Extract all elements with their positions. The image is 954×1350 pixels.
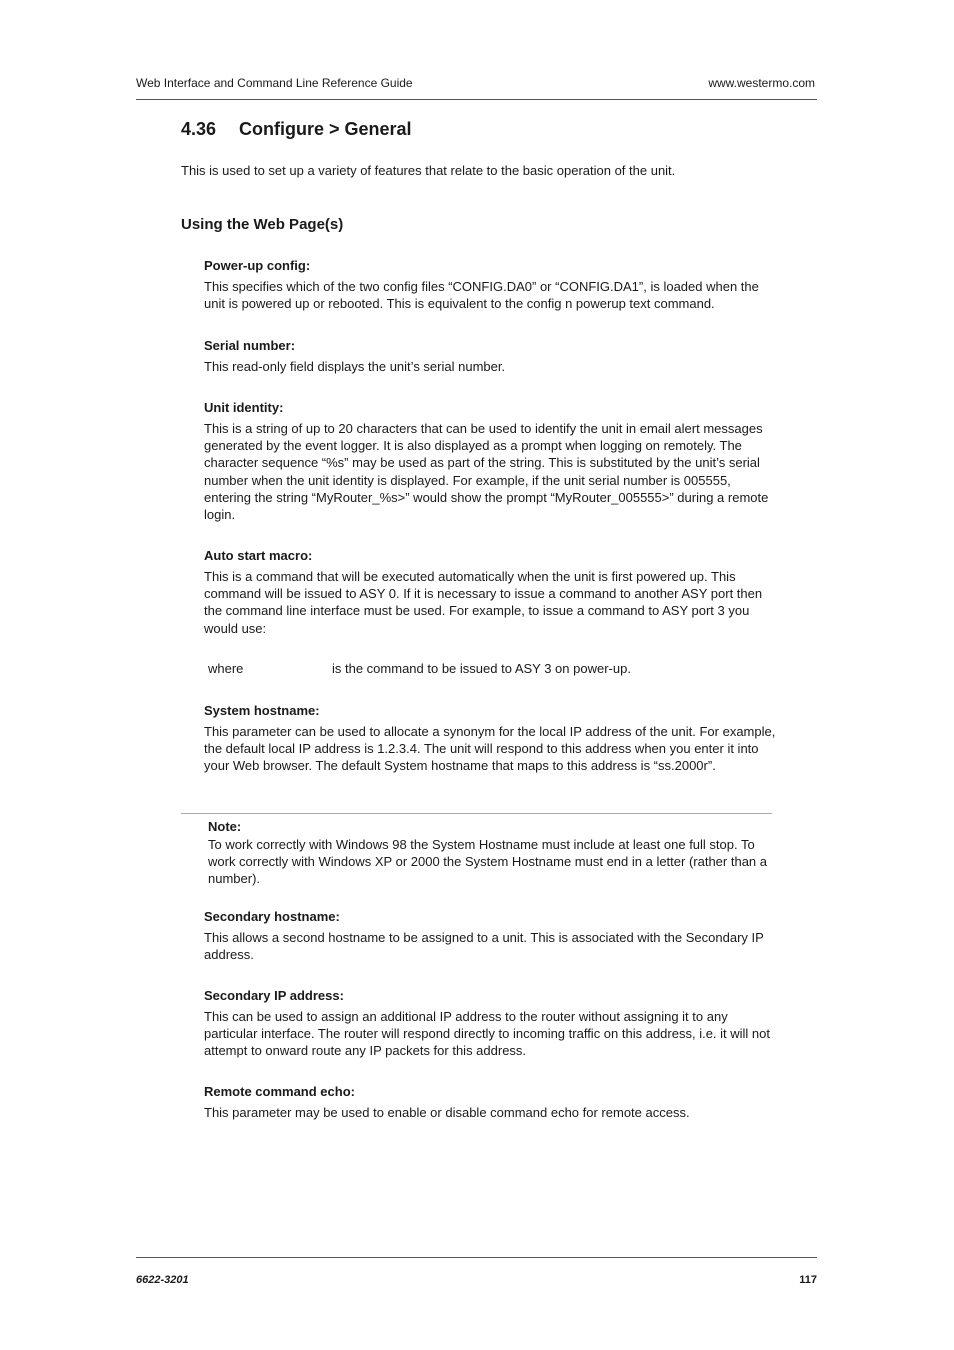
item-text: This specifies which of the two config files “CONFIG.DA0” or “CONFIG.DA1”, is loaded when the unit is powered up or rebooted. This is equivalent to the config n powerup text command. xyxy=(204,279,759,312)
item-heading: Secondary IP address: xyxy=(204,988,344,1003)
section-title-text: Configure > General xyxy=(239,119,412,139)
item-unit-identity xyxy=(204,400,776,523)
item-heading: Unit identity: xyxy=(204,400,284,415)
note-box xyxy=(208,819,774,888)
item-text: This can be used to assign an additional IP address to the router without assigning it to any particular interface. The router will respond directly to incoming traffic on this address, i.e. it will not attempt to onward route any IP packets for this address. xyxy=(204,1009,770,1059)
item-heading: Auto start macro: xyxy=(204,548,313,563)
item-heading: Remote command echo: xyxy=(204,1084,355,1099)
item-text: This is a command that will be executed automatically when the unit is first powered up. This command will be issued to ASY 0. If it is necessary to issue a command to another ASY port then the command line interface must be used. For example, to issue a command to ASY port 3 you would use: xyxy=(204,569,763,636)
note-divider xyxy=(181,813,772,814)
note-heading: Note: xyxy=(208,819,242,834)
item-secondary-ip-address xyxy=(204,988,776,1060)
document-number: 6622-3201 xyxy=(136,1274,189,1286)
item-heading: System hostname: xyxy=(204,703,320,718)
item-heading: Power-up config: xyxy=(204,258,311,273)
subheading: Using the Web Page(s) xyxy=(181,216,344,233)
item-text: This parameter can be used to allocate a synonym for the local IP address of the unit. For example, the default local IP address is 1.2.3.4. The unit will respond to this address when you enter it into your Web browser. The default System hostname that maps to this address is “ss.2000r”. xyxy=(204,724,776,774)
where-label: where xyxy=(208,661,244,676)
item-heading: Secondary hostname: xyxy=(204,909,340,924)
item-auto-start-macro xyxy=(204,548,776,637)
section-number: 4.36 xyxy=(181,119,217,139)
header-divider xyxy=(136,99,817,100)
footer-divider xyxy=(136,1257,817,1258)
page-number: 117 xyxy=(799,1274,817,1286)
item-heading: Serial number: xyxy=(204,338,296,353)
where-text: is the command to be issued to ASY 3 on power-up. xyxy=(332,661,631,676)
page-header-left: Web Interface and Command Line Reference Guide xyxy=(136,76,413,90)
item-text: This parameter may be used to enable or disable command echo for remote access. xyxy=(204,1105,690,1120)
section-intro: This is used to set up a variety of features that relate to the basic operation of the unit. xyxy=(181,163,676,178)
where-row xyxy=(208,661,631,676)
note-text: To work correctly with Windows 98 the System Hostname must include at least one full stop. To work correctly with Windows XP or 2000 the System Hostname must end in a letter (rather than a number). xyxy=(208,837,767,887)
item-text: This read-only field displays the unit’s serial number. xyxy=(204,359,506,374)
item-system-hostname xyxy=(204,703,776,775)
item-text: This is a string of up to 20 characters that can be used to identify the unit in email alert messages generated by the event logger. It is also displayed as a prompt when logging on remotely. The character sequence “%s” may be used as part of the string. This is substituted by the unit’s serial number when the unit identity is displayed. For example, if the unit serial number is 005555, entering the string “MyRouter_%s>” would show the prompt “MyRouter_005555>” during a remote login. xyxy=(204,421,769,523)
item-secondary-hostname xyxy=(204,909,776,963)
item-text: This allows a second hostname to be assigned to a unit. This is associated with the Secondary IP address. xyxy=(204,930,764,963)
item-serial-number xyxy=(204,338,776,375)
section-title xyxy=(181,119,412,140)
page-header-url: www.westermo.com xyxy=(708,76,815,90)
item-power-up-config xyxy=(204,258,776,312)
item-remote-command-echo xyxy=(204,1084,776,1121)
